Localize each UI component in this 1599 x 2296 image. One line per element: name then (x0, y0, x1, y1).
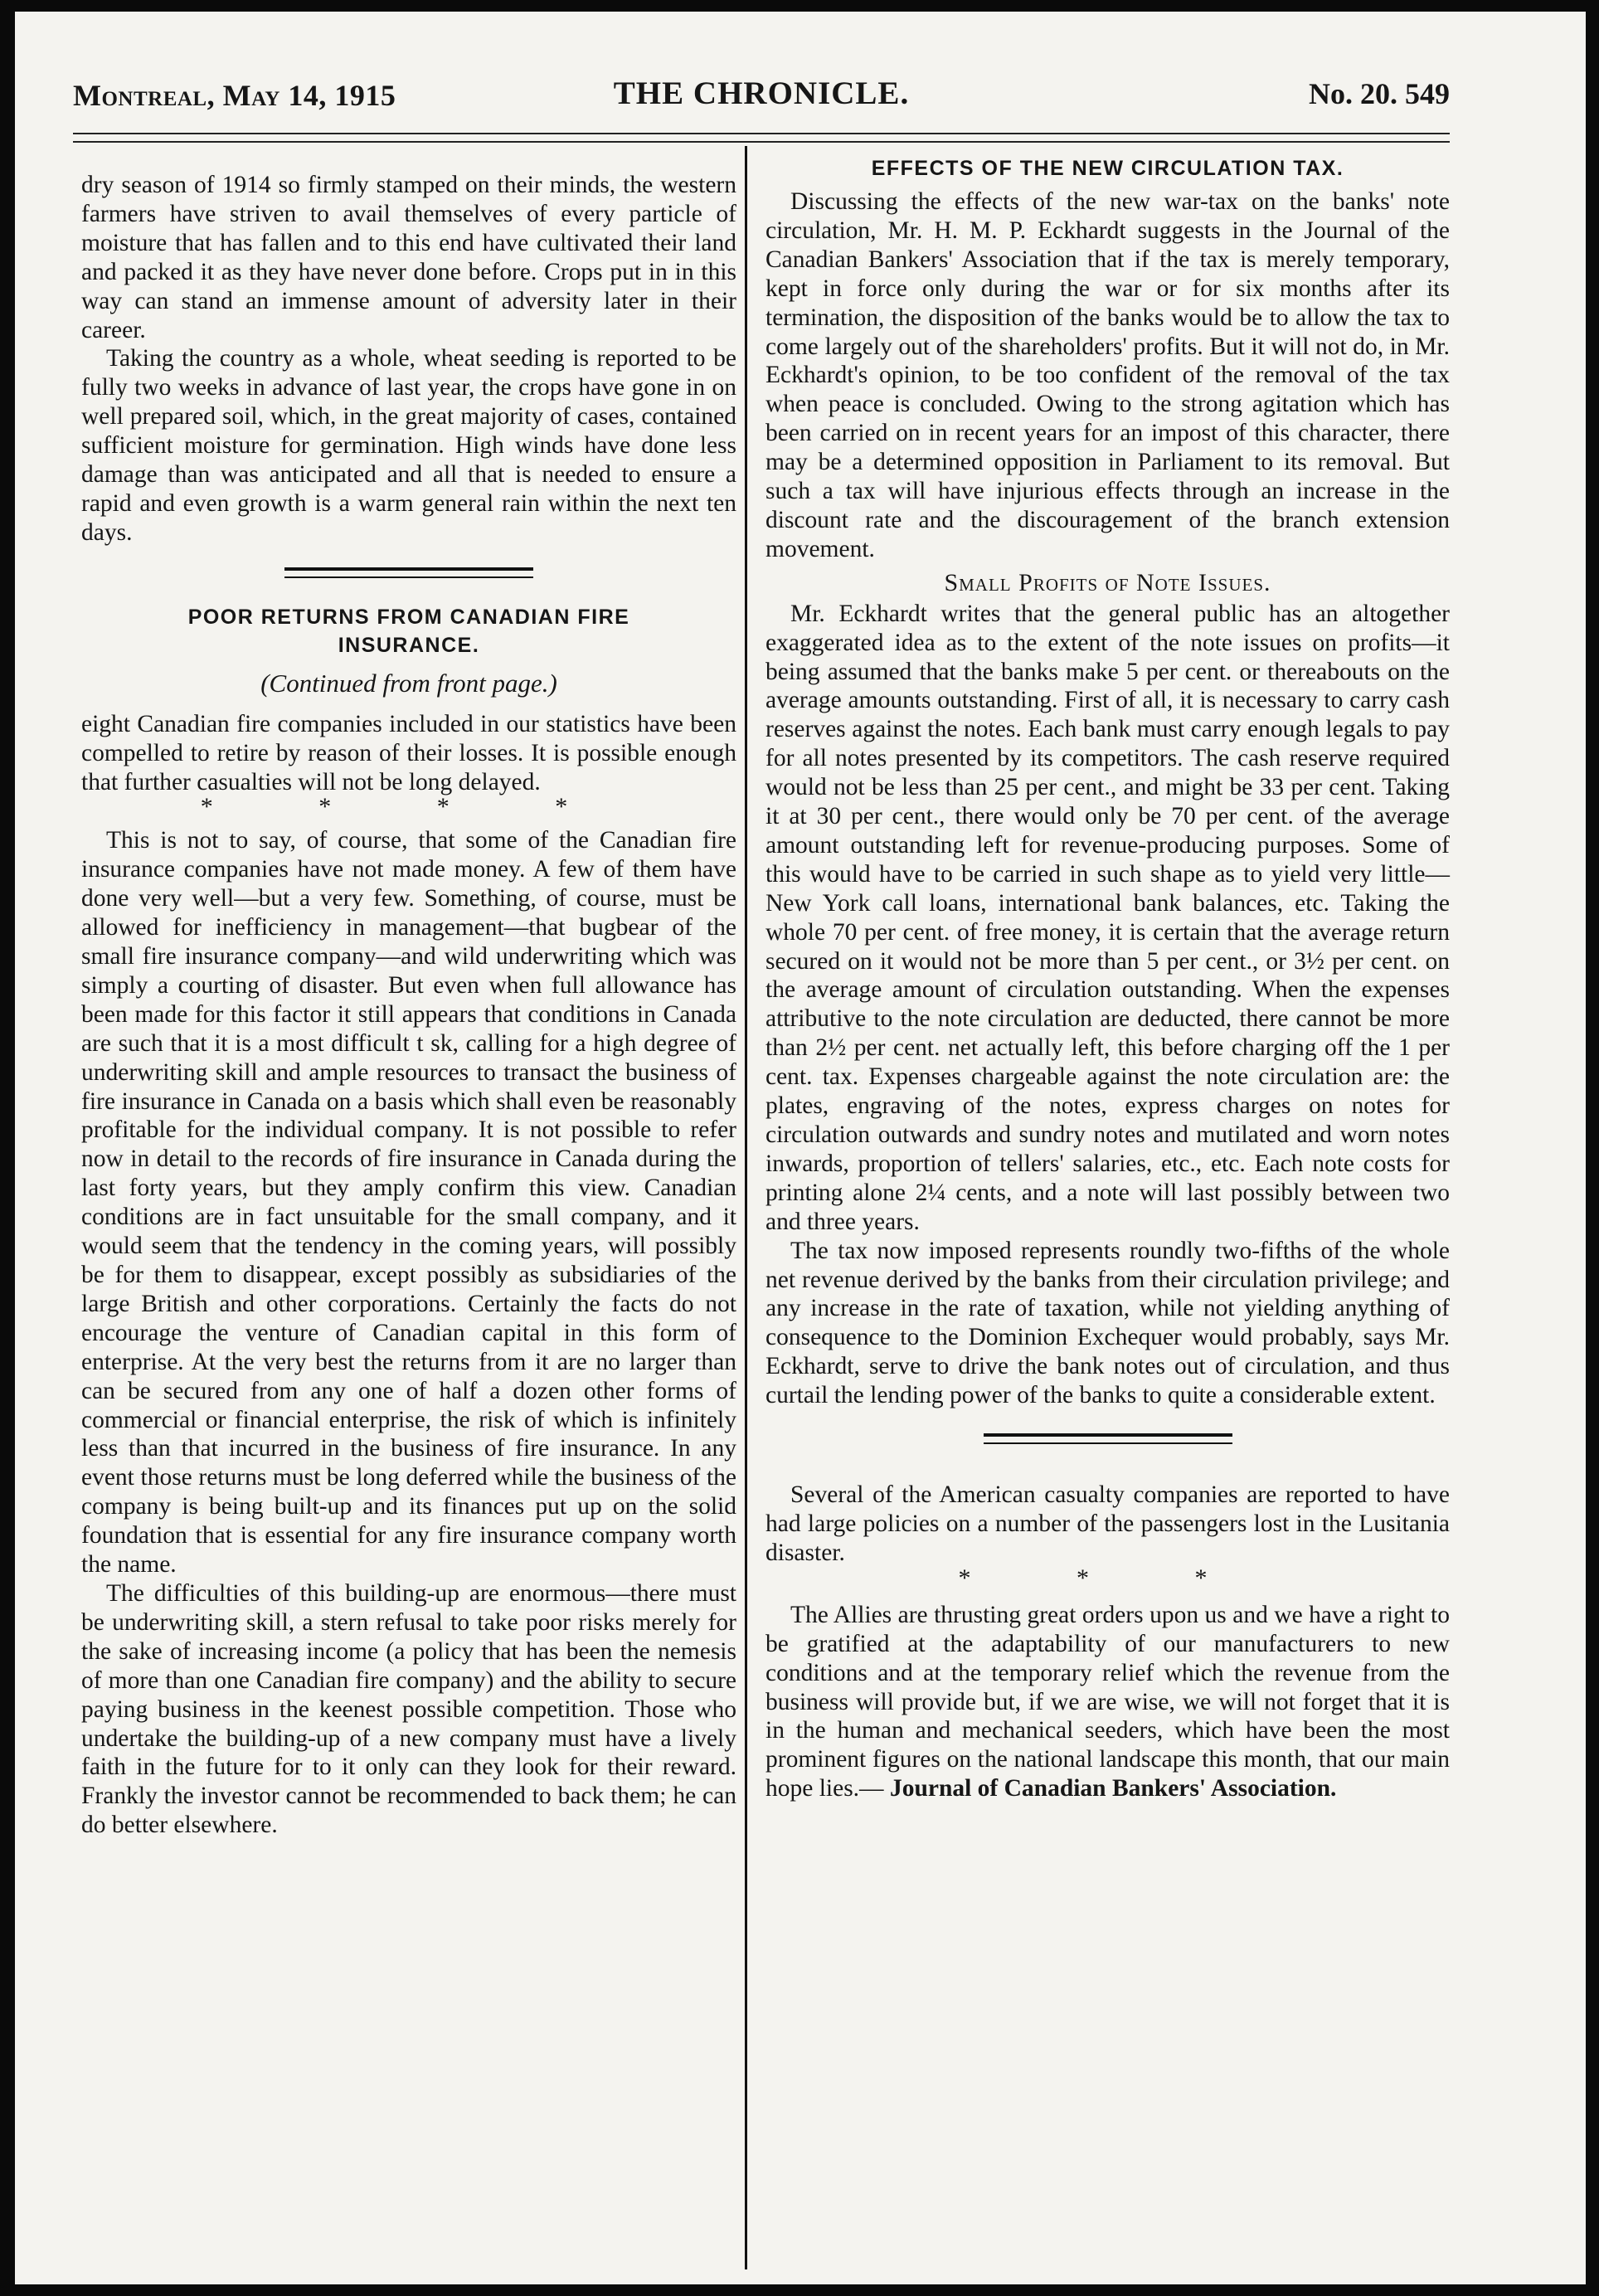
paragraph: Discussing the effects of the new war-tax on the banks' note circulation, Mr. H. M. P. Eckhardt suggests in the Journal of the Canadian Bankers' Association that if the tax is merely temporary, kept in force only during the war or for six months after its termination, the disposition of the banks would be to allow the tax to come largely out of the shareholders' profits. But it will not do, in Mr. Eckhardt's opinion, to be too confident of the removal of the tax when peace is concluded. Owing to the strong agitation which has been carried on in recent years for an impost of this character, there may be a determined opposition in Parliament to its removal. But such a tax will have injurious effects through an increase in the discount rate and the discouragement of the branch extension movement. (765, 188, 1450, 562)
paragraph: The tax now imposed represents roundly two-fifths of the whole net revenue derived by the banks from their circulation privilege; and any increase in the rate of taxation, while not yielding anything of consequence to the Dominion Exchequer would probably, says Mr. Eckhardt, serve to drive the bank notes out of circulation, and thus curtail the lending power of the banks to quite a considerable extent. (765, 1237, 1450, 1409)
paragraph: Several of the American casualty companies are reported to have had large policies on a number of the passengers lost in the Lusitania disaster. (765, 1481, 1450, 1566)
header-double-rule (73, 133, 1450, 143)
right-column (765, 154, 1450, 1803)
dateline: Montreal, May 14, 1915 (73, 79, 396, 112)
subheading: Small Profits of Note Issues. (944, 568, 1271, 596)
continued-note: (Continued from front page.) (260, 668, 557, 698)
paragraph: dry season of 1914 so firmly stamped on their minds, the western farmers have striven to avail themselves of every particle of moisture that has fallen and to this end have cultivated their land and packed it as they have never done before. Crops put in in this way can stand an immense amount of adversity later in their career. (81, 172, 736, 343)
masthead-title: THE CHRONICLE. (613, 75, 910, 111)
issue-page-number: No. 20. 549 (1309, 77, 1450, 110)
separator-stars: * * * (958, 1564, 1257, 1592)
paragraph: Taking the country as a whole, wheat seeding is reported to be fully two weeks in advance of last year, the crops have gone in on well prepared soil, which, in the great majority of cases, contained sufficient moisture for germination. High winds have done less damage than was anticipated and all that is needed to ensure a rapid and even growth is a warm general rain within the next ten days. (81, 345, 736, 546)
article-title (81, 603, 736, 659)
paragraph: This is not to say, of course, that some of the Canadian fire insurance companies have not made money. A few of them have done very well—but a very few. Something, of course, must be allowed for inefficiency in management—that bugbear of the small fire insurance company—and wild underwriting which was simply a courting of disaster. But even when full allowance has been made for this factor it still appears that conditions in Canada are such that it is a most difficult t sk, calling for a high degree of underwriting skill and ample resources to transact the business of fire insurance in Canada on a basis which shall even be reasonably profitable for the individual company. It is not possible to refer now in detail to the records of fire insurance in Canada during the last forty years, but they amply confirm this view. Canadian conditions are in fact unsuitable for the small company, and it would seem that the tendency in the coming years, will possibly be for them to disappear, except possibly as subsidiaries of the large British and other corporations. Certainly the facts do not encourage the venture of Canadian capital in this form of enterprise. At the very best the returns from it are no larger than can be secured from any one of half a dozen other forms of commercial or financial enterprise, the risk of which is infinitely less than that incurred in the business of fire insurance. In any event those returns must be long deferred while the business of the company is being built-up and its finances put up on the solid foundation that is essential for any fire insurance company worth the name. (81, 827, 736, 1578)
left-column (81, 171, 736, 1840)
paragraph: eight Canadian fire companies included in our statistics have been compelled to retire by reason of their losses. It is possible enough that further casualties will not be long delayed. (81, 710, 736, 795)
paragraph (765, 1601, 1450, 1803)
article-title-line: INSURANCE. (338, 633, 480, 657)
separator-stars: * * * * (200, 793, 618, 821)
paragraph-text: The Allies are thrusting great orders upon us and we have a right to be gratified at the adaptability of our manufacturers to new conditions and at the temporary relief which the revenue from the business will provide but, if we are wise, we will not forget that it is in the human and mechanical seeders, which have been the most prominent figures on the national landscape this month, that our main hope lies.— (765, 1601, 1450, 1802)
paragraph: Mr. Eckhardt writes that the general public has an altogether exaggerated idea as to the extent of the note issues on profits—it being assumed that the banks make 5 per cent. or thereabouts on the average amounts outstanding. First of all, it is necessary to carry cash reserves against the notes. Each bank must carry enough legals to pay for all notes presented by its competitors. The cash reserve required would not be less than 25 per cent., and might be 33 per cent. Taking it at 30 per cent., there would only be 70 per cent. of the average amount outstanding left for revenue-producing purposes. Some of this would have to be carried in such shape as to yield very little—New York call loans, international bank balances, etc. Taking the whole 70 per cent. of free money, it is certain that the average return secured on it would not be more than 5 per cent., or 3½ per cent. on the average amount of circulation outstanding. When the expenses attributive to the note circulation are deducted, there cannot be more than 2½ per cent. net actually left, this before charging off the 1 per cent. tax. Expenses chargeable against the note circulation are: the plates, engraving of the notes, express charges on notes for circulation outwards and sundry notes and mutilated and worn notes inwards, proportion of tellers' salaries, etc., etc. Each note costs for printing alone 2¼ cents, and a note will last possibly between two and three years. (765, 600, 1450, 1235)
article-title-line: POOR RETURNS FROM CANADIAN FIRE (187, 605, 630, 629)
section-rule (984, 1433, 1232, 1444)
column-divider (745, 146, 747, 2269)
article-title: EFFECTS OF THE NEW CIRCULATION TAX. (871, 157, 1344, 180)
newspaper-page (15, 12, 1586, 2284)
page-header (73, 70, 1450, 128)
source-attribution: Journal of Canadian Bankers' Association. (889, 1775, 1337, 1802)
section-rule (284, 567, 533, 578)
paragraph: The difficulties of this building-up are enormous—there must be underwriting skill, a stern refusal to take poor risks merely for the sake of increasing income (a policy that has been the nemesis of more than one Canadian fire company) and the ability to secure paying business in the keenest possible competition. Those who undertake the building-up of a new company must have a lively faith in the future for to it only can they look for their reward. Frankly the investor cannot be recommended to back them; he can do better elsewhere. (81, 1579, 736, 1839)
